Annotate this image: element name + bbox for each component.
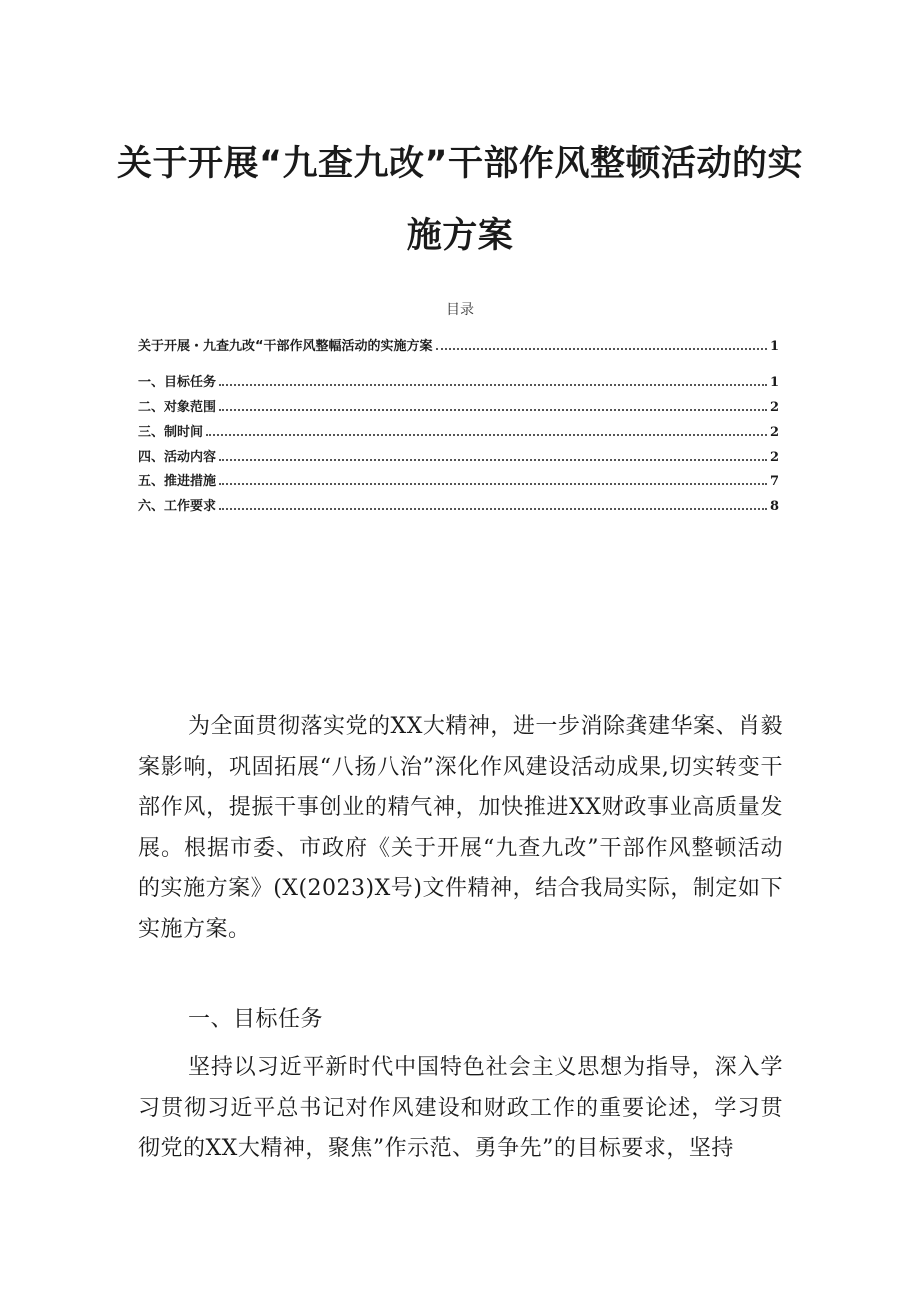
toc-entry-page: 1	[769, 375, 779, 390]
toc-entry-label: 一、目标任务	[138, 375, 217, 390]
intro-paragraph: 为全面贯彻落实党的XX大精神，进一步消除龚建华案、肖毅案影响，巩固拓展“八扬八治”深化作风建设活动成果,切实转变干部作风，提振干事创业的精气神，加快推进XX财政事业高质量发展。根据市委、市政府《关于开展“九查九改”干部作风整顿活动的实施方案》(X(2023)X号)文件精神，结合我局实际，制定如下实施方案。	[138, 714, 783, 942]
toc-entry[interactable]	[138, 372, 779, 390]
toc-entry-page: 2	[769, 425, 779, 440]
toc-leader-dots	[436, 348, 767, 350]
toc-entry-label: 五、推进措施	[138, 474, 217, 489]
toc-entry[interactable]	[138, 471, 779, 489]
toc-entry-page: 2	[769, 450, 779, 465]
toc-entry-label: 关于开展・九查九改“干部作风整幅活动的实施方案	[138, 339, 433, 354]
section-paragraph-objectives: 坚持以习近平新时代中国特色社会主义思想为指导，深入学习贯彻习近平总书记对作风建设和财政工作的重要论述，学习贯彻党的XX大精神，聚焦”作示范、勇争先”的目标要求，坚持	[138, 1055, 783, 1161]
toc-entry-page: 2	[769, 400, 779, 415]
toc-entry[interactable]	[138, 447, 779, 465]
toc-leader-dots	[219, 459, 767, 461]
toc-entry[interactable]	[138, 422, 779, 440]
toc-entry[interactable]	[138, 496, 779, 514]
toc-entry-page: 7	[769, 474, 779, 489]
document-title-line1: 关于开展“九查九改”干部作风整顿活动的实	[116, 144, 803, 184]
section-heading-objectives: 一、目标任务	[188, 1007, 324, 1032]
toc-entry-label: 二、对象范围	[138, 400, 217, 415]
toc-leader-dots	[219, 508, 767, 510]
toc-entry[interactable]	[138, 336, 779, 354]
toc-leader-dots	[219, 384, 767, 386]
toc-heading: 目录	[446, 302, 474, 318]
toc-leader-dots	[206, 434, 767, 436]
toc-entry-page: 8	[769, 499, 779, 514]
document-title-line2: 施方案	[406, 216, 514, 256]
toc-entry-label: 四、活动内容	[138, 450, 217, 465]
toc-leader-dots	[219, 409, 767, 411]
toc-entry-page: 1	[769, 339, 779, 354]
toc-leader-dots	[219, 483, 767, 485]
toc-entry[interactable]	[138, 397, 779, 415]
toc-entry-label: 三、制时间	[138, 425, 204, 440]
toc-entry-label: 六、工作要求	[138, 499, 217, 514]
